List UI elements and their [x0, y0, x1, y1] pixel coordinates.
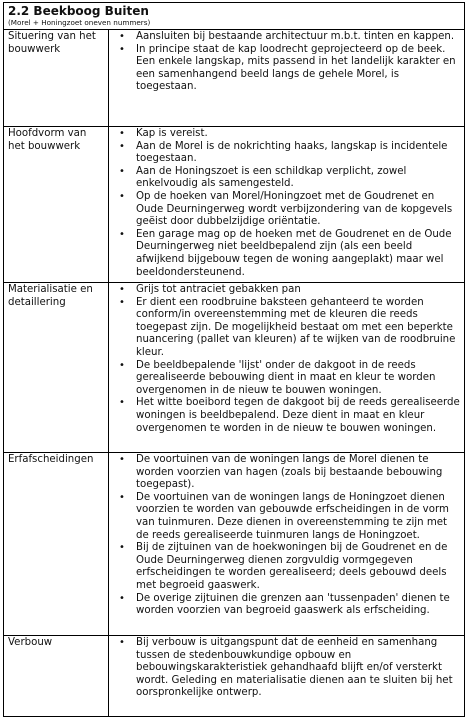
bullet-icon: •	[119, 296, 125, 308]
section-header	[3, 2, 465, 29]
bullet-icon: •	[119, 397, 125, 409]
bullet-icon: •	[119, 43, 125, 55]
list-item: • Aan de Honingszoet is een schildkap verplicht, zowel enkelvoudig als samengesteld.	[119, 165, 407, 190]
list-item: • Een garage mag op de hoeken met de Goudrenet en de Oude Deurningerweg niet beeldbepalend zijn (als een beeld afwijkend bijgebouw tegen de woning aangeplakt) maar wel beeldondersteunend.	[119, 228, 452, 278]
list-item: • Kap is vereist.	[119, 128, 208, 139]
table-row	[4, 636, 465, 717]
list-item: • In principe staat de kap loodrecht geprojecteerd op de beek. Een enkele langskap, mits passend in het landelijk karakter en een samenhangend beeld langs de gehele Morel, is toegestaan.	[119, 43, 456, 93]
bullet-icon: •	[119, 228, 125, 240]
bullet-icon: •	[119, 284, 125, 295]
table-row	[4, 127, 465, 283]
list-item: • Het witte boeibord tegen de dakgoot bij de reeds gerealiseerde woningen is beeldbepalend. Deze dient in maat en kleur overgenomen te worden in de nieuw te bouwen woningen.	[119, 397, 460, 434]
bullet-list	[112, 128, 461, 279]
row-content	[109, 453, 465, 636]
row-content	[109, 636, 465, 717]
list-item: • De voortuinen van de woningen langs de Morel dienen te worden voorzien van hagen (zoals bij bestaande bebouwing toegepast).	[119, 454, 443, 491]
bullet-icon: •	[119, 140, 125, 152]
bullet-icon: •	[119, 542, 125, 554]
list-item: • Bij verbouw is uitgangspunt dat de eenheid en samenhang tussen de stedenbouwkundige opbouw en bebouwingskarakteristiek gehandhaafd blijft en/of versterkt wordt. Geleding en materialisatie dienen aan te sluiten bij het oorspronkelijke ontwerp.	[119, 637, 453, 699]
bullet-icon: •	[119, 31, 125, 42]
row-content	[109, 127, 465, 283]
row-content	[109, 283, 465, 453]
bullet-icon: •	[119, 165, 125, 177]
list-item: • Bij de zijtuinen van de hoekwoningen bij de Goudrenet en de Oude Deurningerweg dienen zorgvuldig vormgegeven erfscheidingen te worden gerealiseerd; deels gebouwd deels met begroeid gaaswerk.	[119, 542, 448, 591]
list-item: • De voortuinen van de woningen langs de Honingzoet dienen voorzien te worden van gebouwde erfscheidingen in de vorm van tuinmuren. Deze dienen in overeenstemming te zijn met de reeds gerealiseerde tuinmuren langs de Honingzoet.	[119, 491, 449, 541]
list-item: • De beeldbepalende 'lijst' onder de dakgoot in de reeds gerealiseerde bebouwing dient in maat en kleur te worden overgenomen in de nieuw te bouwen woningen.	[119, 359, 436, 396]
row-label: Erfafscheidingen	[4, 453, 109, 636]
list-item: • Op de hoeken van Morel/Honingzoet met de Goudrenet en Oude Deurningerweg wordt verbijzondering van de kopgevels geëist door dubbelzijdige oriëntatie.	[119, 190, 453, 228]
bullet-icon: •	[119, 637, 125, 648]
section-title: 2.2 Beekboog Buiten	[8, 4, 149, 18]
requirements-table	[3, 29, 465, 717]
bullet-icon: •	[119, 592, 125, 604]
bullet-icon: •	[119, 359, 125, 371]
bullet-list	[112, 284, 461, 435]
table-row	[4, 283, 465, 453]
bullet-list	[112, 637, 461, 700]
row-label: Materialisatie en detaillering	[4, 283, 109, 453]
list-item: • De overige zijtuinen die grenzen aan 'tussenpaden' dienen te worden voorzien van begroeid gaaswerk als erfscheiding.	[119, 592, 450, 617]
bullet-icon: •	[119, 128, 125, 139]
bullet-list	[112, 31, 461, 94]
list-item: • Aan de Morel is de nokrichting haaks, langskap is incidentele toegestaan.	[119, 140, 448, 165]
table-row	[4, 453, 465, 636]
bullet-list	[112, 454, 461, 618]
row-label: Hoofdvorm van het bouwwerk	[4, 127, 109, 283]
document-page	[3, 2, 465, 717]
section-subtitle: (Morel + Honingzoet oneven nummers)	[8, 18, 151, 27]
list-item: • Er dient een roodbruine baksteen gehanteerd te worden conform/in overeenstemming met de kleuren die reeds toegepast zijn. De mogelijkheid bestaat om met een beperkte nuancering (pallet van kleuren) af te wijken van de roodbruine kleur.	[119, 296, 456, 358]
list-item: • Aansluiten bij bestaande architectuur m.b.t. tinten en kappen.	[119, 31, 455, 42]
bullet-icon: •	[119, 491, 125, 503]
row-label: Situering van het bouwwerk	[4, 30, 109, 127]
row-label: Verbouw	[4, 636, 109, 717]
list-item: • Grijs tot antraciet gebakken pan	[119, 284, 301, 295]
bullet-icon: •	[119, 454, 125, 465]
table-row	[4, 30, 465, 127]
row-content	[109, 30, 465, 127]
bullet-icon: •	[119, 190, 125, 202]
